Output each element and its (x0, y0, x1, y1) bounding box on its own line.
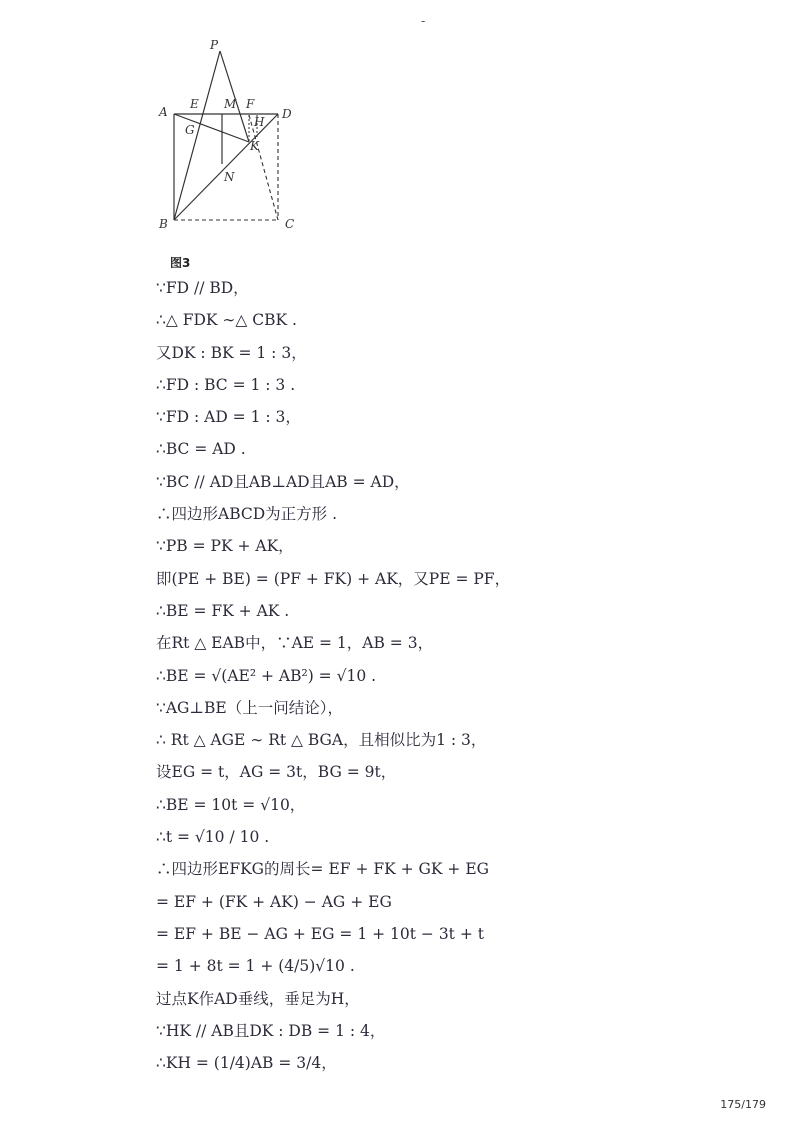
solution-line: ∴BC = AD . (156, 440, 246, 459)
label-M: M (224, 97, 237, 111)
segment-PB (174, 51, 220, 220)
solution-line: ∴FD : BC = 1 : 3 . (156, 375, 296, 394)
solution-line: ∴四边形ABCD为正方形 . (156, 505, 338, 524)
solution-line: 在Rt △ EAB中，∵AE = 1，AB = 3， (156, 634, 434, 653)
solution-line: 又DK : BK = 1 : 3， (156, 343, 307, 362)
solution-line: ∴△ FDK ∼△ CBK . (156, 311, 297, 330)
geometry-figure (154, 38, 294, 268)
figure-caption: 图3 (170, 256, 191, 268)
label-P: P (210, 38, 219, 52)
label-A: A (159, 105, 168, 119)
solution-text (156, 272, 716, 1079)
solution-line: ∴BE = √(AE² + AB²) = √10 . (156, 666, 377, 685)
solution-line: = 1 + 8t = 1 + (4/5)√10 . (156, 957, 355, 976)
solution-line: = EF + (FK + AK) − AG + EG (156, 892, 392, 911)
solution-line: 即(PE + BE) = (PF + FK) + AK，又PE = PF， (156, 569, 511, 588)
solution-line: 过点K作AD垂线，垂足为H， (156, 989, 360, 1008)
solution-line: ∴四边形EFKG的周长= EF + FK + GK + EG (156, 860, 490, 879)
segment-FC (249, 115, 278, 220)
solution-line: = EF + BE − AG + EG = 1 + 10t − 3t + t (156, 924, 484, 943)
solution-line: ∵FD // BD， (156, 279, 249, 297)
solution-line: ∴KH = (1/4)AB = 3/4， (156, 1054, 337, 1073)
solution-line: ∵FD : AD = 1 : 3， (156, 408, 301, 427)
solution-line: 设EG = t，AG = 3t，BG = 9t， (156, 763, 397, 782)
label-G: G (185, 123, 195, 137)
page-number: 175/179 (720, 1098, 766, 1111)
solution-line: ∵AG⊥BE（上一问结论）， (156, 698, 343, 717)
solution-line: ∴ Rt △ AGE ∼ Rt △ BGA，且相似比为1 : 3， (156, 731, 487, 750)
label-K: K (250, 139, 259, 153)
solution-line: ∴t = √10 / 10 . (156, 828, 270, 847)
label-C: C (285, 217, 294, 231)
header-mark: - (421, 14, 426, 28)
label-D: D (282, 107, 292, 121)
label-E: E (190, 97, 199, 111)
label-N: N (224, 170, 235, 184)
label-H: H (254, 115, 265, 129)
solution-line: ∴BE = 10t = √10， (156, 795, 306, 814)
solution-line: ∵HK // AB且DK : DB = 1 : 4， (156, 1021, 386, 1040)
solution-line: ∵BC // AD且AB⊥AD且AB = AD， (156, 472, 410, 491)
label-F: F (246, 97, 255, 111)
label-B: B (159, 217, 168, 231)
solution-line: ∴BE = FK + AK . (156, 601, 290, 620)
solution-line: ∵PB = PK + AK， (156, 537, 294, 556)
